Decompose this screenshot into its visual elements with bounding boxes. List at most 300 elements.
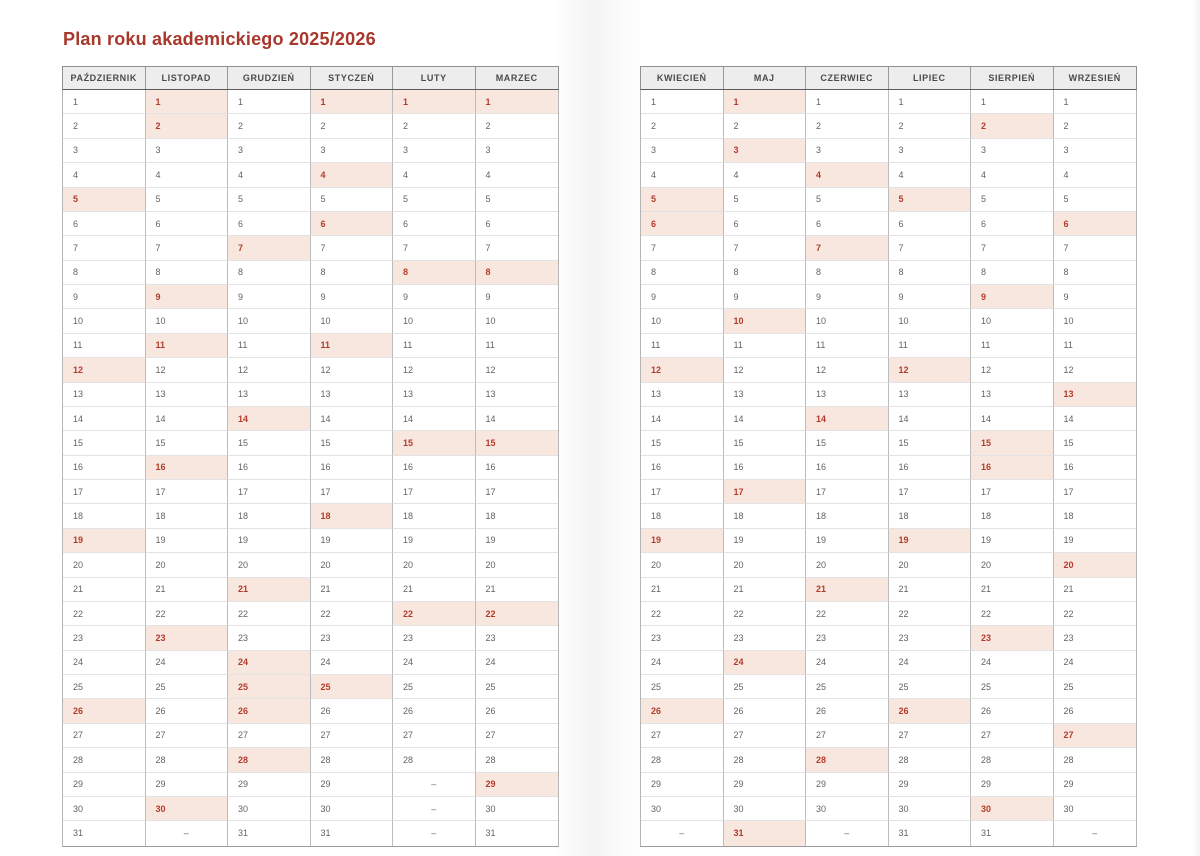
day-cell: 16 <box>889 456 972 480</box>
month-header: LIPIEC <box>889 67 972 89</box>
day-cell: 6 <box>971 212 1054 236</box>
day-cell: 17 <box>641 480 724 504</box>
day-cell: 26 <box>889 699 972 723</box>
day-cell: 12 <box>63 358 146 382</box>
day-cell: 1 <box>63 90 146 114</box>
day-cell: 12 <box>971 358 1054 382</box>
day-cell: 2 <box>1054 114 1137 138</box>
day-cell: 12 <box>806 358 889 382</box>
day-cell: 24 <box>311 651 394 675</box>
day-cell: 10 <box>806 309 889 333</box>
book-fold-shadow <box>555 0 650 856</box>
day-cell: 20 <box>146 553 229 577</box>
day-cell: 7 <box>146 236 229 260</box>
day-cell: 13 <box>971 383 1054 407</box>
day-cell: 12 <box>889 358 972 382</box>
day-cell: 27 <box>724 724 807 748</box>
month-header: MARZEC <box>495 73 538 83</box>
day-cell: 31 <box>724 821 807 845</box>
day-cell: 19 <box>228 529 311 553</box>
day-cell: 19 <box>63 529 146 553</box>
day-cell: 9 <box>146 285 229 309</box>
day-cell: 31 <box>889 821 972 845</box>
day-cell: 1 <box>228 90 311 114</box>
month-header-row <box>62 66 559 90</box>
day-cell: 5 <box>724 188 807 212</box>
day-cell: 21 <box>971 578 1054 602</box>
day-cell: 14 <box>393 407 476 431</box>
day-cell: 28 <box>724 748 807 772</box>
day-cell: 25 <box>393 675 476 699</box>
day-cell: 18 <box>393 504 476 528</box>
day-cell: 13 <box>311 383 394 407</box>
day-cell: 14 <box>971 407 1054 431</box>
day-cell: 6 <box>1054 212 1137 236</box>
day-cell: 20 <box>971 553 1054 577</box>
day-cell: 12 <box>311 358 394 382</box>
day-cell: 24 <box>1054 651 1137 675</box>
day-cell: 25 <box>311 675 394 699</box>
day-cell: 14 <box>1054 407 1137 431</box>
day-cell: 18 <box>146 504 229 528</box>
day-cell: 20 <box>393 553 476 577</box>
day-cell: 4 <box>1054 163 1137 187</box>
day-cell: 26 <box>724 699 807 723</box>
day-cell: 11 <box>228 334 311 358</box>
day-cell: 15 <box>806 431 889 455</box>
day-cell: 14 <box>228 407 311 431</box>
day-cell: 30 <box>806 797 889 821</box>
page-edge-shadow <box>1192 0 1200 856</box>
day-cell: 14 <box>311 407 394 431</box>
day-cell: 3 <box>63 139 146 163</box>
day-cell: 4 <box>393 163 476 187</box>
day-cell: 1 <box>889 90 972 114</box>
day-cell: 20 <box>641 553 724 577</box>
day-cell: 28 <box>228 748 311 772</box>
day-cell: 10 <box>311 309 394 333</box>
day-cell: 29 <box>146 773 229 797</box>
day-cell: 2 <box>971 114 1054 138</box>
day-cell: 23 <box>889 626 972 650</box>
day-cell: 21 <box>806 578 889 602</box>
day-cell: 4 <box>724 163 807 187</box>
day-cell: 15 <box>311 431 394 455</box>
day-cell: 28 <box>971 748 1054 772</box>
day-cell: 29 <box>806 773 889 797</box>
day-cell: 6 <box>889 212 972 236</box>
day-cell: 16 <box>146 456 229 480</box>
day-cell: 28 <box>63 748 146 772</box>
day-cell: 28 <box>806 748 889 772</box>
day-cell: 12 <box>1054 358 1137 382</box>
day-cell: 25 <box>63 675 146 699</box>
day-cell: 7 <box>971 236 1054 260</box>
day-cell: 14 <box>476 407 559 431</box>
day-cell: 12 <box>146 358 229 382</box>
day-cell: 5 <box>146 188 229 212</box>
day-cell: 1 <box>146 90 229 114</box>
day-cell: 7 <box>476 236 559 260</box>
day-cell: 2 <box>641 114 724 138</box>
day-cell: 5 <box>476 188 559 212</box>
day-cell: 26 <box>971 699 1054 723</box>
day-cell: 28 <box>146 748 229 772</box>
day-cell: 17 <box>63 480 146 504</box>
day-cell: 7 <box>724 236 807 260</box>
day-cell: 2 <box>806 114 889 138</box>
day-cell: 8 <box>63 261 146 285</box>
day-cell: 6 <box>476 212 559 236</box>
day-cell: 30 <box>724 797 807 821</box>
day-cell: 13 <box>806 383 889 407</box>
day-cell: 13 <box>641 383 724 407</box>
month-header: PAŹDZIERNIK <box>63 67 146 89</box>
day-cell: 13 <box>1054 383 1137 407</box>
day-cell: 9 <box>641 285 724 309</box>
day-cell: 28 <box>641 748 724 772</box>
day-cell: 31 <box>485 828 496 839</box>
day-cell: 15 <box>641 431 724 455</box>
day-cell: 21 <box>63 578 146 602</box>
page-title: Plan roku akademickiego 2025/2026 <box>63 29 376 49</box>
day-cell: 16 <box>228 456 311 480</box>
day-cell: 26 <box>476 699 559 723</box>
day-cell: 6 <box>311 212 394 236</box>
day-cell: 2 <box>311 114 394 138</box>
day-cell: 5 <box>641 188 724 212</box>
month-header: LISTOPAD <box>146 67 229 89</box>
day-cell: 11 <box>641 334 724 358</box>
day-cell: 3 <box>971 139 1054 163</box>
day-cell: 17 <box>806 480 889 504</box>
day-cell: 15 <box>63 431 146 455</box>
day-cell: 29 <box>311 773 394 797</box>
calendar-right-page <box>640 66 1137 847</box>
day-cell: 24 <box>971 651 1054 675</box>
day-cell: 2 <box>889 114 972 138</box>
day-cell: 7 <box>63 236 146 260</box>
day-cell: 24 <box>63 651 146 675</box>
day-cell: 7 <box>311 236 394 260</box>
day-cell: 30 <box>971 797 1054 821</box>
day-cell: 13 <box>393 383 476 407</box>
month-header: SIERPIEŃ <box>971 67 1054 89</box>
day-cell: 8 <box>228 261 311 285</box>
day-cell: 2 <box>228 114 311 138</box>
day-cell: 3 <box>1054 139 1137 163</box>
day-cell: 10 <box>476 309 559 333</box>
day-cell: 25 <box>1054 675 1137 699</box>
day-cell: 29 <box>63 773 146 797</box>
day-cell: 9 <box>1054 285 1137 309</box>
day-cell: 15 <box>1054 431 1137 455</box>
day-cell: 12 <box>641 358 724 382</box>
day-cell: 30 <box>641 797 724 821</box>
day-cell: 18 <box>1054 504 1137 528</box>
day-cell: 23 <box>311 626 394 650</box>
day-cell: 23 <box>724 626 807 650</box>
day-cell: 3 <box>146 139 229 163</box>
day-cell: 3 <box>311 139 394 163</box>
day-cell: 1 <box>476 90 559 114</box>
day-cell: 27 <box>146 724 229 748</box>
day-cell: 18 <box>889 504 972 528</box>
day-cell: 23 <box>146 626 229 650</box>
day-cell: 4 <box>146 163 229 187</box>
day-cell: 8 <box>311 261 394 285</box>
day-cell: 14 <box>889 407 972 431</box>
day-cell: 30 <box>476 797 559 821</box>
day-cell: 20 <box>228 553 311 577</box>
day-cell: 2 <box>724 114 807 138</box>
day-cell: 4 <box>476 163 559 187</box>
day-cell: 21 <box>724 578 807 602</box>
day-cell: 27 <box>311 724 394 748</box>
day-cell: 27 <box>1054 724 1137 748</box>
day-cell: 23 <box>228 626 311 650</box>
day-cell: 5 <box>971 188 1054 212</box>
day-cell: 7 <box>641 236 724 260</box>
day-cell: 19 <box>146 529 229 553</box>
day-cell: 23 <box>393 626 476 650</box>
day-cell: 8 <box>641 261 724 285</box>
calendar-grid <box>62 90 559 847</box>
day-cell: 10 <box>971 309 1054 333</box>
day-cell: 2 <box>393 114 476 138</box>
day-cell: 10 <box>641 309 724 333</box>
day-cell: 14 <box>724 407 807 431</box>
day-cell: 21 <box>889 578 972 602</box>
day-cell: 29 <box>971 773 1054 797</box>
day-cell: 27 <box>889 724 972 748</box>
day-cell: 27 <box>393 724 476 748</box>
day-cell: 17 <box>971 480 1054 504</box>
day-cell: 11 <box>311 334 394 358</box>
day-cell: 2 <box>146 114 229 138</box>
day-cell: 25 <box>806 675 889 699</box>
day-cell: 26 <box>146 699 229 723</box>
day-cell: 14 <box>146 407 229 431</box>
day-cell: 29 <box>889 773 972 797</box>
day-cell: 17 <box>311 480 394 504</box>
day-cell: 27 <box>641 724 724 748</box>
day-cell: 1 <box>724 90 807 114</box>
month-header: LUTY <box>393 67 476 89</box>
day-cell: 22 <box>311 602 394 626</box>
day-cell: 12 <box>393 358 476 382</box>
day-cell: 19 <box>393 529 476 553</box>
day-cell: 9 <box>476 285 559 309</box>
day-cell: 9 <box>806 285 889 309</box>
day-cell: 16 <box>724 456 807 480</box>
day-cell: 16 <box>476 456 559 480</box>
day-cell: 16 <box>311 456 394 480</box>
day-cell: 31 <box>63 821 146 845</box>
month-header: GRUDZIEŃ <box>228 67 311 89</box>
day-cell: 5 <box>228 188 311 212</box>
day-cell: 3 <box>476 139 559 163</box>
day-cell: 25 <box>146 675 229 699</box>
day-cell: 4 <box>971 163 1054 187</box>
day-cell: 15 <box>476 431 559 455</box>
day-cell: 19 <box>971 529 1054 553</box>
day-cell: 18 <box>806 504 889 528</box>
day-cell: 13 <box>889 383 972 407</box>
day-cell: 10 <box>146 309 229 333</box>
day-cell: 3 <box>641 139 724 163</box>
day-cell: 8 <box>806 261 889 285</box>
day-cell: 5 <box>393 188 476 212</box>
day-cell: 11 <box>724 334 807 358</box>
day-cell: 22 <box>146 602 229 626</box>
day-cell: 16 <box>806 456 889 480</box>
day-cell: 24 <box>228 651 311 675</box>
day-cell: 30 <box>228 797 311 821</box>
day-cell: 8 <box>1054 261 1137 285</box>
month-header: KWIECIEŃ <box>641 67 724 89</box>
day-cell: 30 <box>889 797 972 821</box>
day-cell: 17 <box>476 480 559 504</box>
day-cell: 20 <box>63 553 146 577</box>
day-cell: 16 <box>393 456 476 480</box>
day-cell: 12 <box>476 358 559 382</box>
day-cell: 3 <box>806 139 889 163</box>
day-cell: 18 <box>228 504 311 528</box>
day-cell: 23 <box>641 626 724 650</box>
day-cell: 24 <box>476 651 559 675</box>
day-cell: 8 <box>146 261 229 285</box>
day-cell: 7 <box>393 236 476 260</box>
day-cell: 15 <box>228 431 311 455</box>
day-cell: 10 <box>724 309 807 333</box>
day-cell: 24 <box>641 651 724 675</box>
day-cell: 23 <box>63 626 146 650</box>
day-cell: 30 <box>311 797 394 821</box>
empty-day-cell: – <box>146 821 229 845</box>
day-cell: 22 <box>476 602 559 626</box>
day-cell: 8 <box>971 261 1054 285</box>
day-cell: 26 <box>641 699 724 723</box>
day-cell: 6 <box>228 212 311 236</box>
day-cell: 22 <box>641 602 724 626</box>
day-cell: 1 <box>1054 90 1137 114</box>
day-cell: 1 <box>311 90 394 114</box>
day-cell: 28 <box>889 748 972 772</box>
day-cell: 29 <box>476 773 559 797</box>
day-cell: 25 <box>724 675 807 699</box>
day-cell: 31 <box>228 821 311 845</box>
day-cell: 3 <box>228 139 311 163</box>
day-cell: 6 <box>641 212 724 236</box>
day-cell: 14 <box>806 407 889 431</box>
day-cell: 27 <box>228 724 311 748</box>
day-cell: 28 <box>476 748 559 772</box>
day-cell: 18 <box>641 504 724 528</box>
day-cell: 13 <box>63 383 146 407</box>
day-cell: 12 <box>228 358 311 382</box>
day-cell: 20 <box>311 553 394 577</box>
day-cell: 4 <box>806 163 889 187</box>
day-cell: 21 <box>393 578 476 602</box>
day-cell: 21 <box>228 578 311 602</box>
day-cell: 9 <box>889 285 972 309</box>
day-cell: 25 <box>476 675 559 699</box>
day-cell: 17 <box>1054 480 1137 504</box>
day-cell: 25 <box>971 675 1054 699</box>
day-cell: 24 <box>806 651 889 675</box>
day-cell: 26 <box>63 699 146 723</box>
day-cell: 18 <box>724 504 807 528</box>
day-cell: 15 <box>393 431 476 455</box>
calendar-left-page <box>62 66 559 847</box>
day-cell: 5 <box>63 188 146 212</box>
day-cell: 4 <box>228 163 311 187</box>
day-cell: 18 <box>311 504 394 528</box>
day-cell: 27 <box>971 724 1054 748</box>
day-cell: 9 <box>393 285 476 309</box>
day-cell: 26 <box>1054 699 1137 723</box>
day-cell: 22 <box>228 602 311 626</box>
day-cell: 14 <box>641 407 724 431</box>
day-cell: 19 <box>724 529 807 553</box>
day-cell: 21 <box>641 578 724 602</box>
day-cell: 13 <box>146 383 229 407</box>
day-cell: 7 <box>806 236 889 260</box>
day-cell: 11 <box>971 334 1054 358</box>
day-cell: 15 <box>971 431 1054 455</box>
day-cell: 27 <box>806 724 889 748</box>
day-cell: 26 <box>311 699 394 723</box>
day-cell: 11 <box>1054 334 1137 358</box>
day-cell: 6 <box>806 212 889 236</box>
day-cell: 18 <box>63 504 146 528</box>
month-header-row <box>640 66 1137 90</box>
day-cell: 25 <box>641 675 724 699</box>
day-cell: 22 <box>724 602 807 626</box>
day-cell: 20 <box>724 553 807 577</box>
day-cell: 7 <box>889 236 972 260</box>
day-cell: 10 <box>228 309 311 333</box>
day-cell: 19 <box>889 529 972 553</box>
day-cell: 5 <box>311 188 394 212</box>
day-cell: 26 <box>393 699 476 723</box>
day-cell: 24 <box>724 651 807 675</box>
day-cell: 13 <box>724 383 807 407</box>
day-cell: 16 <box>1054 456 1137 480</box>
empty-day-cell: – <box>393 821 476 845</box>
day-cell: 4 <box>63 163 146 187</box>
day-cell: 1 <box>641 90 724 114</box>
day-cell: 15 <box>889 431 972 455</box>
day-cell: 16 <box>63 456 146 480</box>
day-cell: 5 <box>889 188 972 212</box>
day-cell: 22 <box>1054 602 1137 626</box>
day-cell: 17 <box>724 480 807 504</box>
day-cell: 22 <box>971 602 1054 626</box>
day-cell: 24 <box>393 651 476 675</box>
day-cell: 13 <box>476 383 559 407</box>
day-cell: 21 <box>476 578 559 602</box>
day-cell: 9 <box>63 285 146 309</box>
day-cell: 17 <box>889 480 972 504</box>
empty-day-cell: – <box>806 821 889 845</box>
day-cell: 27 <box>63 724 146 748</box>
day-cell: 19 <box>1054 529 1137 553</box>
day-cell: 4 <box>889 163 972 187</box>
day-cell: 14 <box>63 407 146 431</box>
day-cell: 16 <box>641 456 724 480</box>
